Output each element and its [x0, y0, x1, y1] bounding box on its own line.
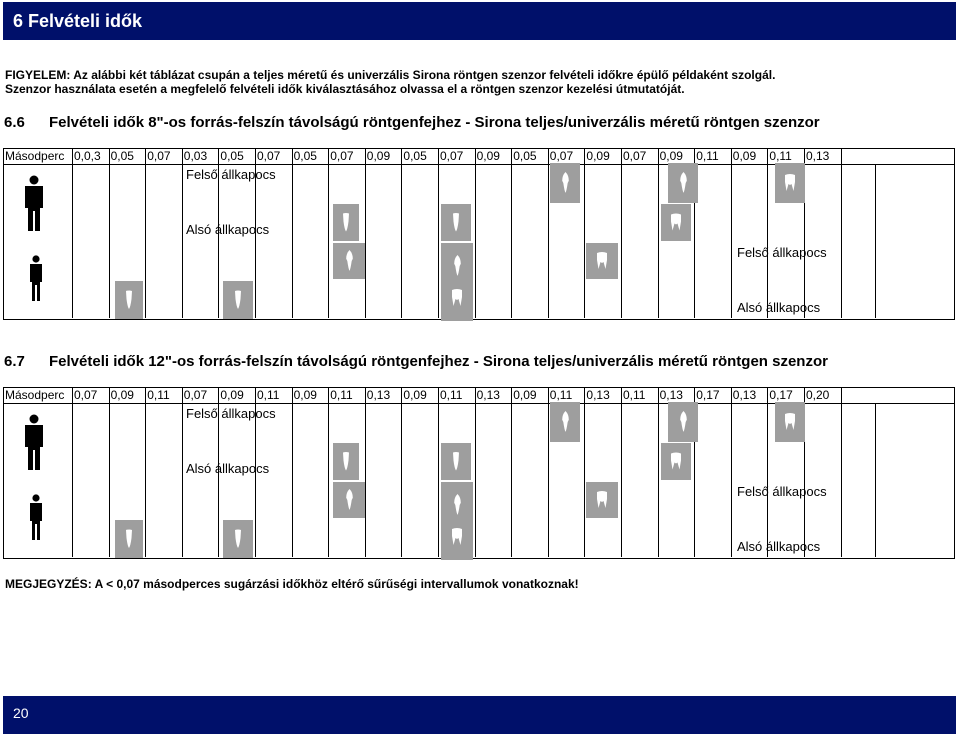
exposure-value: 0,11 — [549, 388, 573, 402]
exposure-value: 0,0,3 — [74, 149, 101, 163]
note-text: MEGJEGYZÉS: A < 0,07 másodperces sugárzási időkhöz eltérő sűrűségi intervallumok vonatkoznak! — [5, 577, 579, 591]
warning-line-2: Szenzor használata esetén a megfelelő felvételi idők kiválasztásához olvassa el a röntgen szenzor kezelési útmutatóját. — [5, 82, 685, 96]
child-person-icon — [28, 494, 44, 547]
adult-lower-label: Alsó állkapocs — [186, 222, 270, 237]
child-lower-label: Alsó állkapocs — [737, 300, 821, 315]
exposure-value: 0,07 — [74, 388, 98, 402]
adult-row — [4, 165, 954, 240]
tooth-icon — [586, 482, 618, 518]
exposure-value: 0,09 — [403, 388, 427, 402]
adult-person-icon — [22, 414, 46, 477]
exposure-value: 0,09 — [366, 149, 391, 163]
exposure-value: 0,20 — [806, 388, 830, 402]
page-number: 20 — [13, 705, 29, 721]
exposure-value: 0,13 — [476, 388, 500, 402]
exposure-value: 0,07 — [623, 149, 647, 163]
section-title-text: Felvételi idők 12"-os forrás-felszín távolságú röntgenfejhez - Sirona teljes/univerzális méretű röntgen szenzor — [49, 353, 828, 370]
tooth-icon — [661, 204, 691, 241]
row-label: Másodperc — [5, 149, 65, 163]
exposure-value: 0,09 — [220, 388, 244, 402]
adult-lower-label: Alsó állkapocs — [186, 461, 270, 476]
exposure-value: 0,09 — [513, 388, 537, 402]
exposure-value: 0,03 — [183, 149, 208, 163]
tooth-icon — [441, 243, 473, 321]
exposure-value: 0,11 — [623, 388, 646, 402]
exposure-value: 0,09 — [293, 388, 317, 402]
exposure-table-12in — [3, 387, 955, 559]
child-person-icon — [28, 255, 44, 308]
tooth-icon — [333, 243, 365, 279]
exposure-value: 0,11 — [440, 388, 463, 402]
tooth-icon — [223, 520, 253, 558]
page-footer — [3, 696, 956, 734]
exposure-value: 0,05 — [110, 149, 134, 163]
tooth-icon — [550, 163, 580, 203]
exposure-value: 0,09 — [476, 149, 500, 163]
tooth-icon — [115, 281, 143, 319]
exposure-value: 0,11 — [696, 149, 719, 163]
exposure-value: 0,05 — [293, 149, 317, 163]
exposure-value: 0,07 — [330, 149, 354, 163]
tooth-icon — [223, 281, 253, 319]
exposure-value: 0,05 — [220, 149, 244, 163]
adult-upper-label: Felső állkapocs — [186, 167, 276, 182]
child-upper-label: Felső állkapocs — [737, 245, 827, 260]
exposure-value: 0,17 — [769, 388, 793, 402]
tooth-icon — [441, 482, 473, 560]
exposure-value: 0,07 — [257, 149, 281, 163]
tooth-icon — [441, 204, 471, 241]
exposure-value: 0,07 — [183, 388, 208, 402]
warning-line-1: FIGYELEM: Az alábbi két táblázat csupán a teljes méretű és univerzális Sirona röntgen szenzor felvételi időkre épülő példaként szolgál. — [5, 68, 776, 82]
exposure-value: 0,05 — [403, 149, 427, 163]
exposure-value: 0,11 — [330, 388, 353, 402]
adult-person-icon — [22, 175, 46, 238]
tooth-icon — [668, 402, 698, 442]
tooth-icon — [333, 482, 365, 518]
tooth-icon — [333, 204, 359, 241]
exposure-value: 0,09 — [110, 388, 134, 402]
exposure-value: 0,13 — [366, 388, 391, 402]
exposure-value: 0,13 — [586, 388, 610, 402]
page-header — [3, 2, 956, 40]
tooth-icon — [441, 443, 471, 480]
page-title: 6 Felvételi idők — [13, 11, 143, 31]
exposure-value: 0,05 — [513, 149, 537, 163]
exposure-value: 0,09 — [732, 149, 757, 163]
exposure-table-8in — [3, 148, 955, 320]
exposure-value: 0,09 — [586, 149, 610, 163]
warning-text — [5, 68, 775, 96]
tooth-icon — [775, 163, 805, 203]
tooth-icon — [775, 402, 805, 442]
exposure-value: 0,11 — [769, 149, 792, 163]
section-number: 6.6 — [4, 114, 25, 131]
tooth-icon — [661, 443, 691, 480]
tooth-icon — [668, 163, 698, 203]
exposure-value: 0,07 — [549, 149, 574, 163]
child-lower-label: Alsó állkapocs — [737, 539, 821, 554]
row-label: Másodperc — [5, 388, 65, 402]
tooth-icon — [115, 520, 143, 558]
section-title-text: Felvételi idők 8"-os forrás-felszín távolságú röntgenfejhez - Sirona teljes/univerzális méretű röntgen szenzor — [49, 114, 820, 131]
adult-row — [4, 404, 954, 479]
exposure-value: 0,07 — [147, 149, 171, 163]
section-number: 6.7 — [4, 353, 25, 370]
exposure-value: 0,17 — [696, 388, 720, 402]
exposure-value: 0,11 — [147, 388, 170, 402]
exposure-value: 0,13 — [806, 149, 830, 163]
section-title-6-6 — [4, 114, 820, 131]
exposure-value: 0,07 — [440, 149, 464, 163]
tooth-icon — [586, 243, 618, 279]
exposure-value: 0,11 — [257, 388, 280, 402]
section-title-6-7 — [4, 353, 828, 370]
adult-upper-label: Felső állkapocs — [186, 406, 276, 421]
exposure-value: 0,13 — [659, 388, 683, 402]
child-upper-label: Felső állkapocs — [737, 484, 827, 499]
exposure-value: 0,13 — [732, 388, 757, 402]
exposure-value: 0,09 — [659, 149, 683, 163]
tooth-icon — [550, 402, 580, 442]
tooth-icon — [333, 443, 359, 480]
